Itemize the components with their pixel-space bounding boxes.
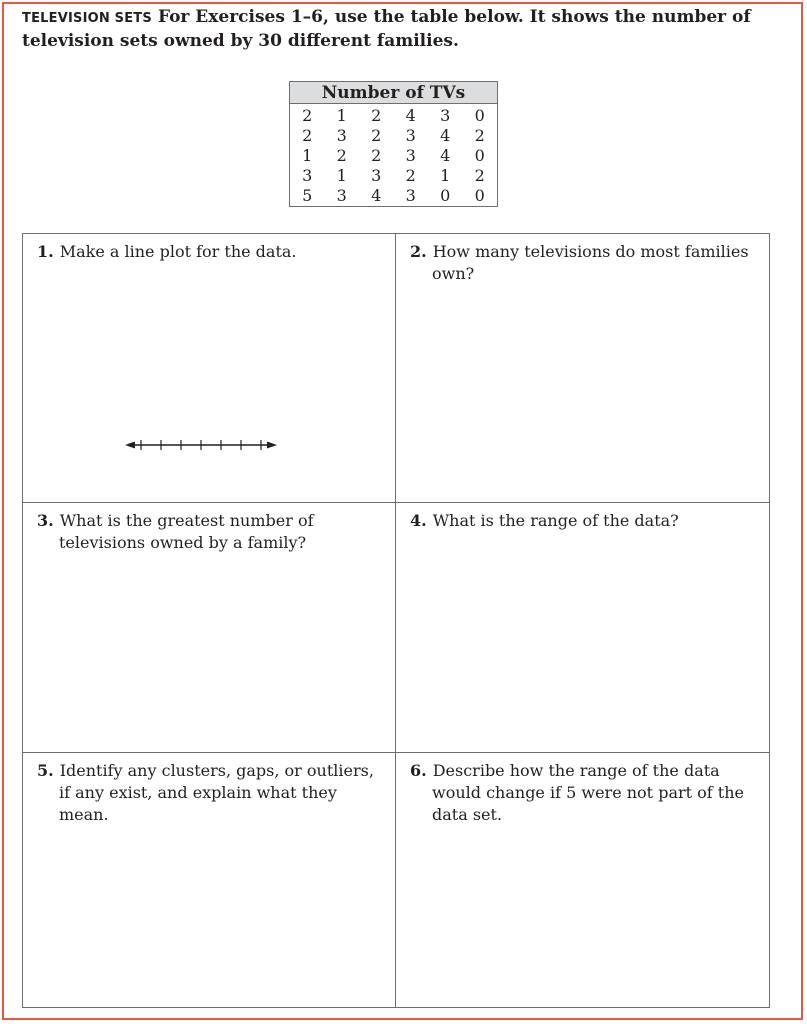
exercise-text: Make a line plot for the data. [59, 242, 297, 261]
exercise-text: Identify any clusters, gaps, or outliers, if any exist, and explain what they mean. [59, 761, 374, 824]
table-cell: 2 [336, 146, 347, 165]
number-line [125, 437, 277, 453]
exercise-text: What is the greatest number of televisions owned by a family? [59, 511, 314, 552]
exercise-6-prompt [410, 760, 755, 826]
table-cell: 2 [474, 166, 485, 185]
exercise-4-box[interactable] [396, 502, 769, 752]
table-cell: 4 [440, 146, 451, 165]
tv-data-table [289, 81, 498, 207]
table-row [290, 166, 498, 186]
left-arrow-icon [125, 442, 135, 449]
table-cell: 0 [474, 146, 485, 165]
table-cell: 3 [405, 186, 416, 205]
table-cell: 3 [440, 106, 451, 125]
exercise-5-box[interactable] [23, 752, 396, 1007]
exercise-grid [22, 233, 770, 1008]
exercise-2-box[interactable] [396, 234, 769, 502]
exercise-2-prompt [410, 241, 755, 285]
table-cell: 0 [474, 106, 485, 125]
table-cell: 3 [302, 166, 313, 185]
table-cell: 3 [336, 126, 347, 145]
table-cell: 2 [405, 166, 416, 185]
table-row [290, 186, 498, 207]
exercise-5-prompt [37, 760, 382, 826]
exercise-1-box[interactable] [23, 234, 396, 502]
table-cell: 3 [371, 166, 382, 185]
table-cell: 4 [405, 106, 416, 125]
table-cell: 2 [302, 106, 313, 125]
table-cell: 1 [336, 166, 347, 185]
table-cell: 1 [302, 146, 313, 165]
exercise-text: How many televisions do most families own? [432, 242, 749, 283]
exercise-number: 6. [410, 761, 427, 780]
exercise-number: 2. [410, 242, 427, 261]
table-cell: 4 [371, 186, 382, 205]
table-title: Number of TVs [290, 82, 498, 104]
table-row [290, 126, 498, 146]
table-cell: 3 [405, 146, 416, 165]
exercise-number: 1. [37, 242, 54, 261]
right-arrow-icon [267, 442, 277, 449]
table-cell: 5 [302, 186, 313, 205]
exercise-4-prompt [410, 510, 755, 532]
table-cell: 2 [371, 146, 382, 165]
exercise-6-box[interactable] [396, 752, 769, 1007]
exercise-3-prompt [37, 510, 382, 554]
table-cell: 3 [405, 126, 416, 145]
exercise-1-prompt [37, 241, 382, 263]
exercise-number: 4. [410, 511, 427, 530]
exercise-text: Describe how the range of the data would change if 5 were not part of the data set. [432, 761, 744, 824]
table-cell: 0 [474, 186, 485, 205]
table-cell: 0 [440, 186, 451, 205]
instructions-text: For Exercises 1–6, use the table below. It shows the number of television sets owned by 30 different families. [22, 7, 751, 51]
exercise-number: 3. [37, 511, 54, 530]
exercise-heading [22, 6, 782, 52]
table-row [290, 104, 498, 127]
table-cell: 2 [474, 126, 485, 145]
exercise-3-box[interactable] [23, 502, 396, 752]
section-label: TELEVISION SETS [22, 11, 152, 26]
table-cell: 2 [371, 106, 382, 125]
exercise-text: What is the range of the data? [432, 511, 679, 530]
table-cell: 2 [371, 126, 382, 145]
table-cell: 1 [440, 166, 451, 185]
exercise-number: 5. [37, 761, 54, 780]
table-cell: 2 [302, 126, 313, 145]
table-cell: 3 [336, 186, 347, 205]
table-row [290, 146, 498, 166]
table-cell: 4 [440, 126, 451, 145]
table-cell: 1 [336, 106, 347, 125]
